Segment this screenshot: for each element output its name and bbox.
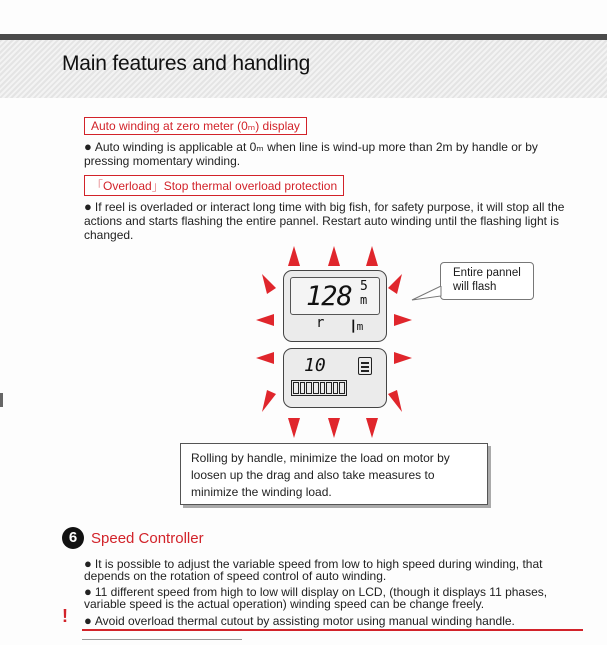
depth-unit-top: 5 — [360, 279, 368, 294]
bullet-dot: ● — [84, 139, 92, 154]
overload-text: If reel is overladed or interact long time with big fish, for safety purpose, it will stop all the actions and starts flashing the entire pannel. Restart auto winding until the flashing light is changed. — [84, 200, 565, 242]
warning-underline — [82, 629, 583, 631]
footer-rule — [82, 639, 242, 640]
flash-arrow — [388, 390, 402, 412]
overload-bullet — [84, 200, 584, 242]
flash-arrow — [328, 246, 340, 266]
bullet-dot: ● — [84, 556, 92, 571]
hook-indicator: r — [316, 315, 325, 331]
sub-depth-unit: ┃m — [350, 320, 364, 333]
bullet-dot: ● — [84, 613, 92, 628]
binding-mark — [0, 393, 3, 407]
flash-arrow — [262, 274, 276, 294]
rolling-note: Rolling by handle, minimize the load on motor by loosen up the drag and also take measures to minimize the winding load. — [180, 443, 488, 505]
flash-arrow — [394, 314, 412, 326]
lcd-depth-panel — [283, 270, 387, 342]
speed-bullet-1-text: It is possible to adjust the variable speed from low to high speed during winding, that depends on the rotation of speed control of auto winding. — [84, 557, 543, 583]
warning-mark: ! — [62, 606, 68, 626]
speed-bullet-1 — [84, 558, 584, 582]
flash-callout — [440, 262, 534, 300]
speed-bullet-3 — [84, 614, 584, 628]
section-title: Speed Controller — [91, 530, 204, 547]
bullet-dot: ● — [84, 199, 92, 214]
auto-winding-heading: Auto winding at zero meter (0ₘ) display — [84, 117, 307, 135]
speed-bullet-2 — [84, 586, 584, 610]
page-title: Main features and handling — [62, 52, 311, 75]
flash-arrow — [328, 418, 340, 438]
auto-winding-bullet — [84, 140, 584, 168]
section-number: 6 — [62, 527, 84, 549]
auto-winding-text: Auto winding is applicable at 0ₘ when line is wind-up more than 2m by handle or by pressing momentary winding. — [84, 140, 538, 168]
depth-readout: 128 — [306, 281, 352, 312]
lcd-speed-panel — [283, 348, 387, 408]
overload-heading: 「Overload」Stop thermal overload protection — [84, 175, 344, 196]
flash-arrow — [262, 390, 276, 412]
bullet-dot: ● — [84, 584, 92, 599]
speed-readout: 10 — [304, 355, 326, 376]
flash-arrow — [366, 418, 378, 438]
speed-bullet-2-text: 11 different speed from high to low will display on LCD, (though it displays 11 phases, variable speed is the actual operation) winding speed can be change freely. — [84, 585, 548, 611]
flash-arrow — [394, 352, 412, 364]
speed-bar-gauge — [291, 380, 347, 396]
callout-pointer — [410, 286, 444, 302]
speed-bullet-3-text: Avoid overload thermal cutout by assisting motor using manual winding handle. — [94, 614, 515, 628]
flash-arrow — [366, 246, 378, 266]
flash-arrow — [288, 246, 300, 266]
flash-arrow — [256, 314, 274, 326]
flash-arrow — [256, 352, 274, 364]
flash-arrow — [288, 418, 300, 438]
depth-unit-m: m — [360, 293, 368, 307]
callout-line2: will flash — [453, 281, 497, 293]
callout-line1: Entire pannel — [453, 267, 521, 279]
flash-arrow — [388, 274, 402, 294]
battery-icon — [358, 357, 372, 375]
header-bar — [0, 34, 607, 98]
